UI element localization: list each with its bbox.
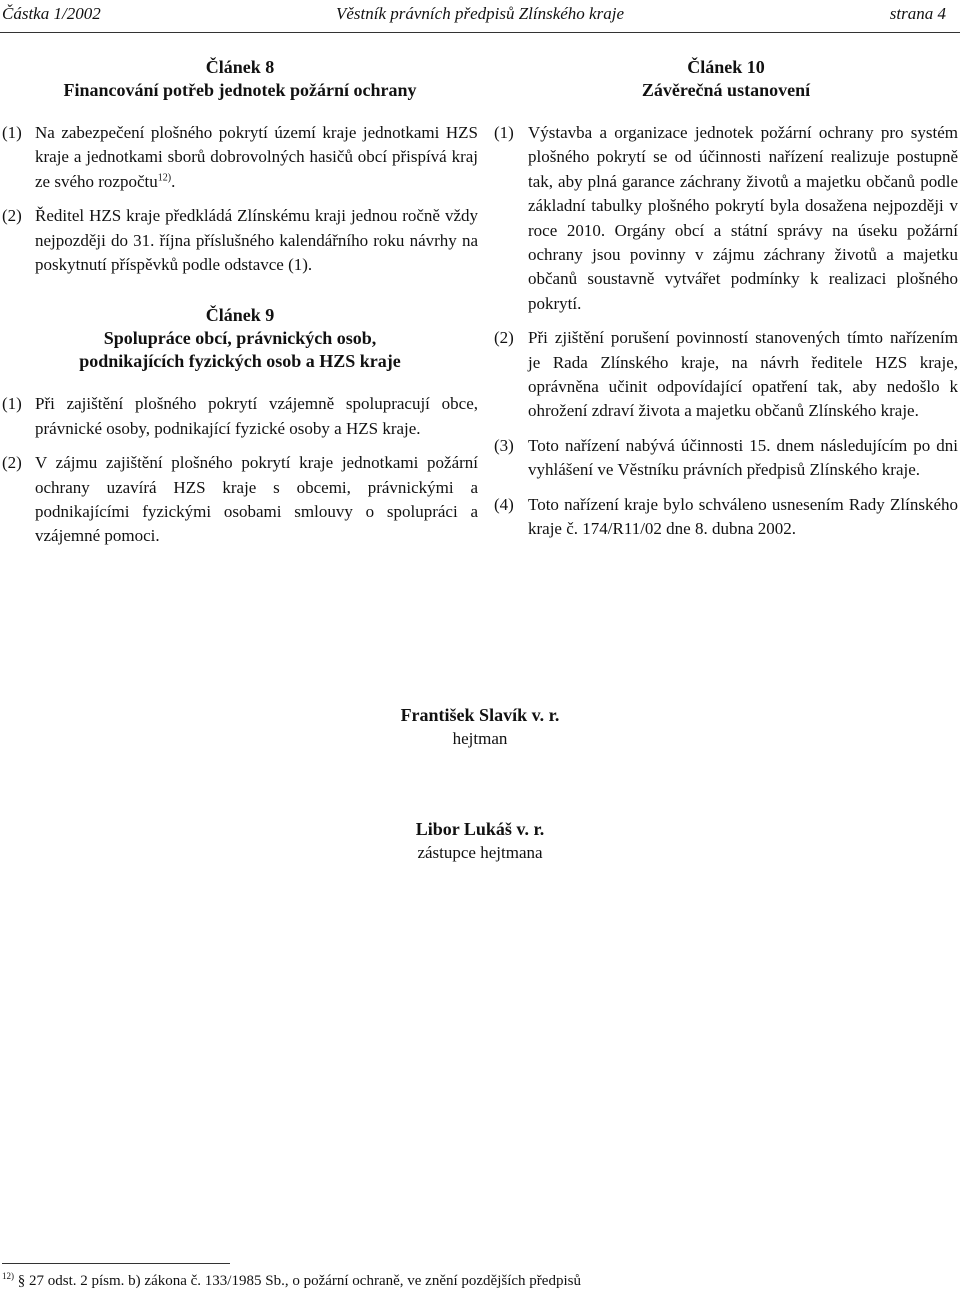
footnote-marker: 12) [2, 1271, 14, 1281]
paragraph-number: (1) [2, 123, 22, 142]
paragraph-number: (1) [2, 394, 22, 414]
paragraph-text: Výstavba a organizace jednotek požární ochrany pro systém plošného pokrytí se od účinnosti nařízení realizuje postupně tak, aby plná garance záchrany životů a majetku občanů podle základní tabulky plošného pokrytí byla dosažena nejpozději v roce 2010. Orgány obcí a státní správy na úseku požární ochrany jsou povinny v zájmu záchrany životů a majetku občanů soustavně vytvářet podmínky k realizaci plošného pokrytí. [528, 123, 958, 313]
page-header [0, 0, 960, 30]
header-divider [0, 32, 960, 33]
article-9-paragraph-2 [2, 451, 478, 549]
article-9-paragraph-1 [2, 392, 478, 441]
section-sign: § [17, 1273, 26, 1289]
paragraph-number: (1) [494, 123, 514, 142]
paragraph-text: Ředitel HZS kraje předkládá Zlínskému kraji jednou ročně vždy nejpozději do 31. října příslušného kalendářního roku návrhy na poskytnutí příspěvků podle odstavce (1). [35, 206, 478, 275]
footnote-text: 27 odst. 2 písm. b) zákona č. 133/1985 Sb., o požární ochraně, ve znění pozdějších předpisů [29, 1273, 581, 1289]
paragraph-text: Při zjištění porušení povinností stanovených tímto nařízením je Rada Zlínského kraje, na návrh ředitele HZS kraje, oprávněna učinit odpovídající opatření tak, aby nedošlo k ohrožení zdraví života a majetku občanů Zlínského kraje. [528, 328, 958, 421]
article-8-paragraph-2 [2, 204, 478, 277]
article-10-title: Závěrečná ustanovení [641, 80, 811, 100]
paragraph-number: (4) [494, 494, 514, 514]
article-9-title: Spolupráce obcí, právnických osob, podnikajících fyzických osob a HZS kraje [79, 328, 401, 372]
article-9-heading [2, 304, 478, 373]
signatory-role: zástupce hejtmana [417, 843, 543, 862]
signatory-role: hejtman [452, 729, 508, 748]
right-column [494, 56, 958, 552]
article-9-number: Článek 9 [205, 305, 275, 326]
article-8-paragraph-1 [2, 121, 478, 194]
article-10-number: Článek 10 [687, 57, 765, 77]
article-10-paragraph-4 [494, 493, 958, 542]
issue-number: Částka 1/2002 [2, 4, 101, 23]
footnote-divider [2, 1263, 230, 1264]
article-10-paragraph-2 [494, 326, 958, 424]
paragraph-text [35, 121, 478, 194]
signatory-name: Libor Lukáš v. r. [415, 819, 545, 839]
footnote [2, 1271, 581, 1291]
paragraph-number: (2) [2, 453, 22, 473]
paragraph-text-body: Na zabezpečení plošného pokrytí území kraje jednotkami HZS kraje a jednotkami sborů dobrovolných hasičů obcí přispívá kraj ze svého rozpočtu [35, 123, 478, 191]
paragraph-text-end: . [171, 171, 176, 191]
journal-title: Věstník právních předpisů Zlínského kraje [335, 4, 624, 23]
signature-block-deputy [0, 818, 960, 864]
paragraph-text: Při zajištění plošného pokrytí vzájemně spolupracují obce, právnické osoby, podnikající fyzické osoby a HZS kraje. [35, 394, 478, 438]
paragraph-text: Toto nařízení kraje bylo schváleno usnesením Rady Zlínského kraje č. 174/R11/02 dne 8. dubna 2002. [528, 494, 958, 539]
paragraph-text: Toto nařízení nabývá účinnosti 15. dnem následujícím po dni vyhlášení ve Věstníku právních předpisů Zlínského kraje. [528, 435, 958, 480]
page-number: strana 4 [889, 4, 946, 23]
paragraph-text: V zájmu zajištění plošného pokrytí kraje jednotkami požární ochrany uzavírá HZS kraje s obcemi, právnickými a podnikajícími fyzickými osobami smlouvy o spolupráci a vzájemné pomoci. [35, 453, 478, 546]
article-8-heading [2, 56, 478, 102]
article-10-heading [494, 56, 958, 102]
article-10-paragraph-3 [494, 434, 958, 483]
paragraph-number: (3) [494, 435, 514, 455]
signature-block-governor [0, 704, 960, 750]
left-column [2, 56, 478, 559]
article-8-number: Článek 8 [205, 57, 275, 77]
paragraph-number: (2) [494, 328, 514, 348]
signatory-name: František Slavík v. r. [400, 705, 560, 725]
paragraph-number: (2) [2, 206, 22, 226]
article-10-paragraph-1 [494, 121, 958, 316]
article-8-title: Financování potřeb jednotek požární ochrany [63, 80, 417, 100]
footnote-reference: 12) [157, 172, 172, 184]
